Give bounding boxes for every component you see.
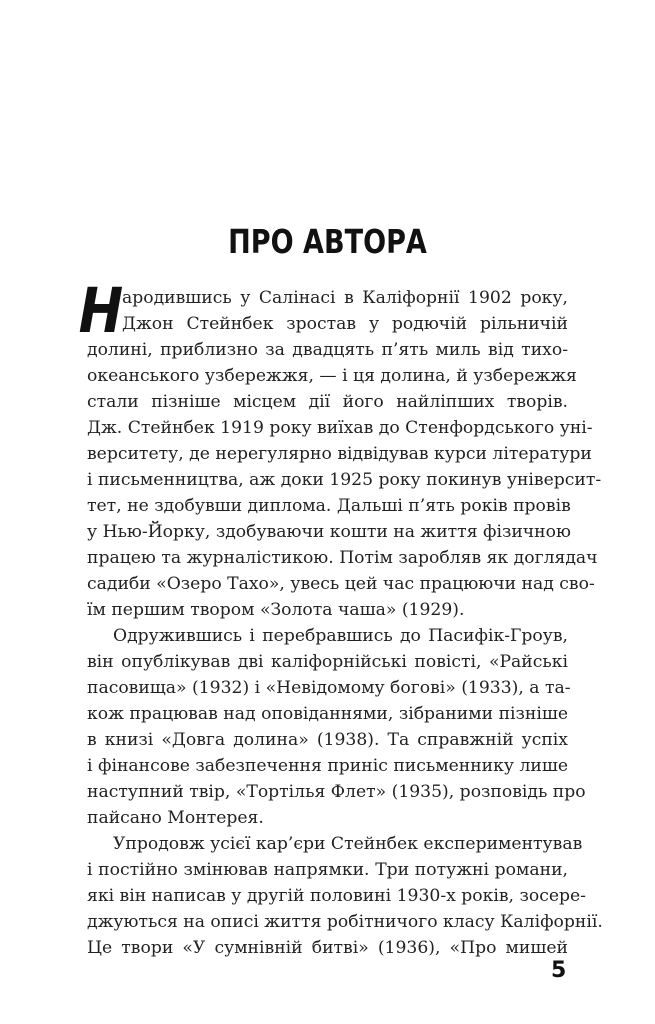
- text-line: Упродовж усієї кар’єри Стейнбек експериментував: [113, 834, 583, 854]
- text-line: Дж. Стейнбек 1919 року виїхав до Стенфордського уні-: [87, 418, 593, 438]
- page-number: 5: [551, 958, 567, 983]
- text-line: ародившись у Салінасі в Каліфорнії 1902 року,: [122, 288, 568, 308]
- text-line: і письменництва, аж доки 1925 року покинув університ-: [87, 470, 602, 490]
- text-line: які він написав у другій половині 1930-х років, зосере-: [87, 886, 586, 906]
- text-line: океанського узбережжя, — і ця долина, й узбережжя: [87, 366, 577, 386]
- text-line: джуються на описі життя робітничого класу Каліфорнії.: [87, 912, 603, 932]
- text-line: пайсано Монтерея.: [87, 808, 264, 828]
- text-line: працею та журналістикою. Потім заробляв як доглядач: [87, 548, 598, 568]
- page-title: ПРО АВТОРА: [228, 222, 427, 261]
- text-line: у Нью-Йорку, здобуваючи кошти на життя фізичною: [87, 522, 571, 542]
- text-line: він опублікував дві каліфорнійські повісті, «Райські: [87, 652, 568, 672]
- text-line: верситету, де нерегулярно відвідував курси літератури: [87, 444, 592, 464]
- text-line: їм першим твором «Золота чаша» (1929).: [87, 600, 465, 620]
- text-line: і фінансове забезпечення приніс письменнику лише: [87, 756, 568, 776]
- text-line: стали пізніше місцем дії його найліпших творів.: [87, 392, 568, 412]
- drop-cap: Н: [72, 274, 130, 347]
- text-line: Це твори «У сумнівній битві» (1936), «Про мишей: [87, 938, 568, 958]
- text-line: тет, не здобувши диплома. Дальші п’ять років провів: [87, 496, 571, 516]
- text-line: Одружившись і перебравшись до Пасифік-Гроув,: [113, 626, 568, 646]
- text-line: долині, приблизно за двадцять п’ять миль від тихо-: [87, 340, 568, 360]
- text-line: Джон Стейнбек зростав у родючій рільничій: [122, 314, 568, 334]
- text-line: садиби «Озеро Тахо», увесь цей час працюючи над сво-: [87, 574, 595, 594]
- text-line: і постійно змінював напрямки. Три потужні романи,: [87, 860, 568, 880]
- text-line: кож працював над оповіданнями, зібраними пізніше: [87, 704, 568, 724]
- text-line: наступний твір, «Тортілья Флет» (1935), розповідь про: [87, 782, 586, 802]
- text-line: в книзі «Довга долина» (1938). Та справжній успіх: [87, 730, 568, 750]
- text-line: пасовища» (1932) і «Невідомому богові» (1933), а та-: [87, 678, 571, 698]
